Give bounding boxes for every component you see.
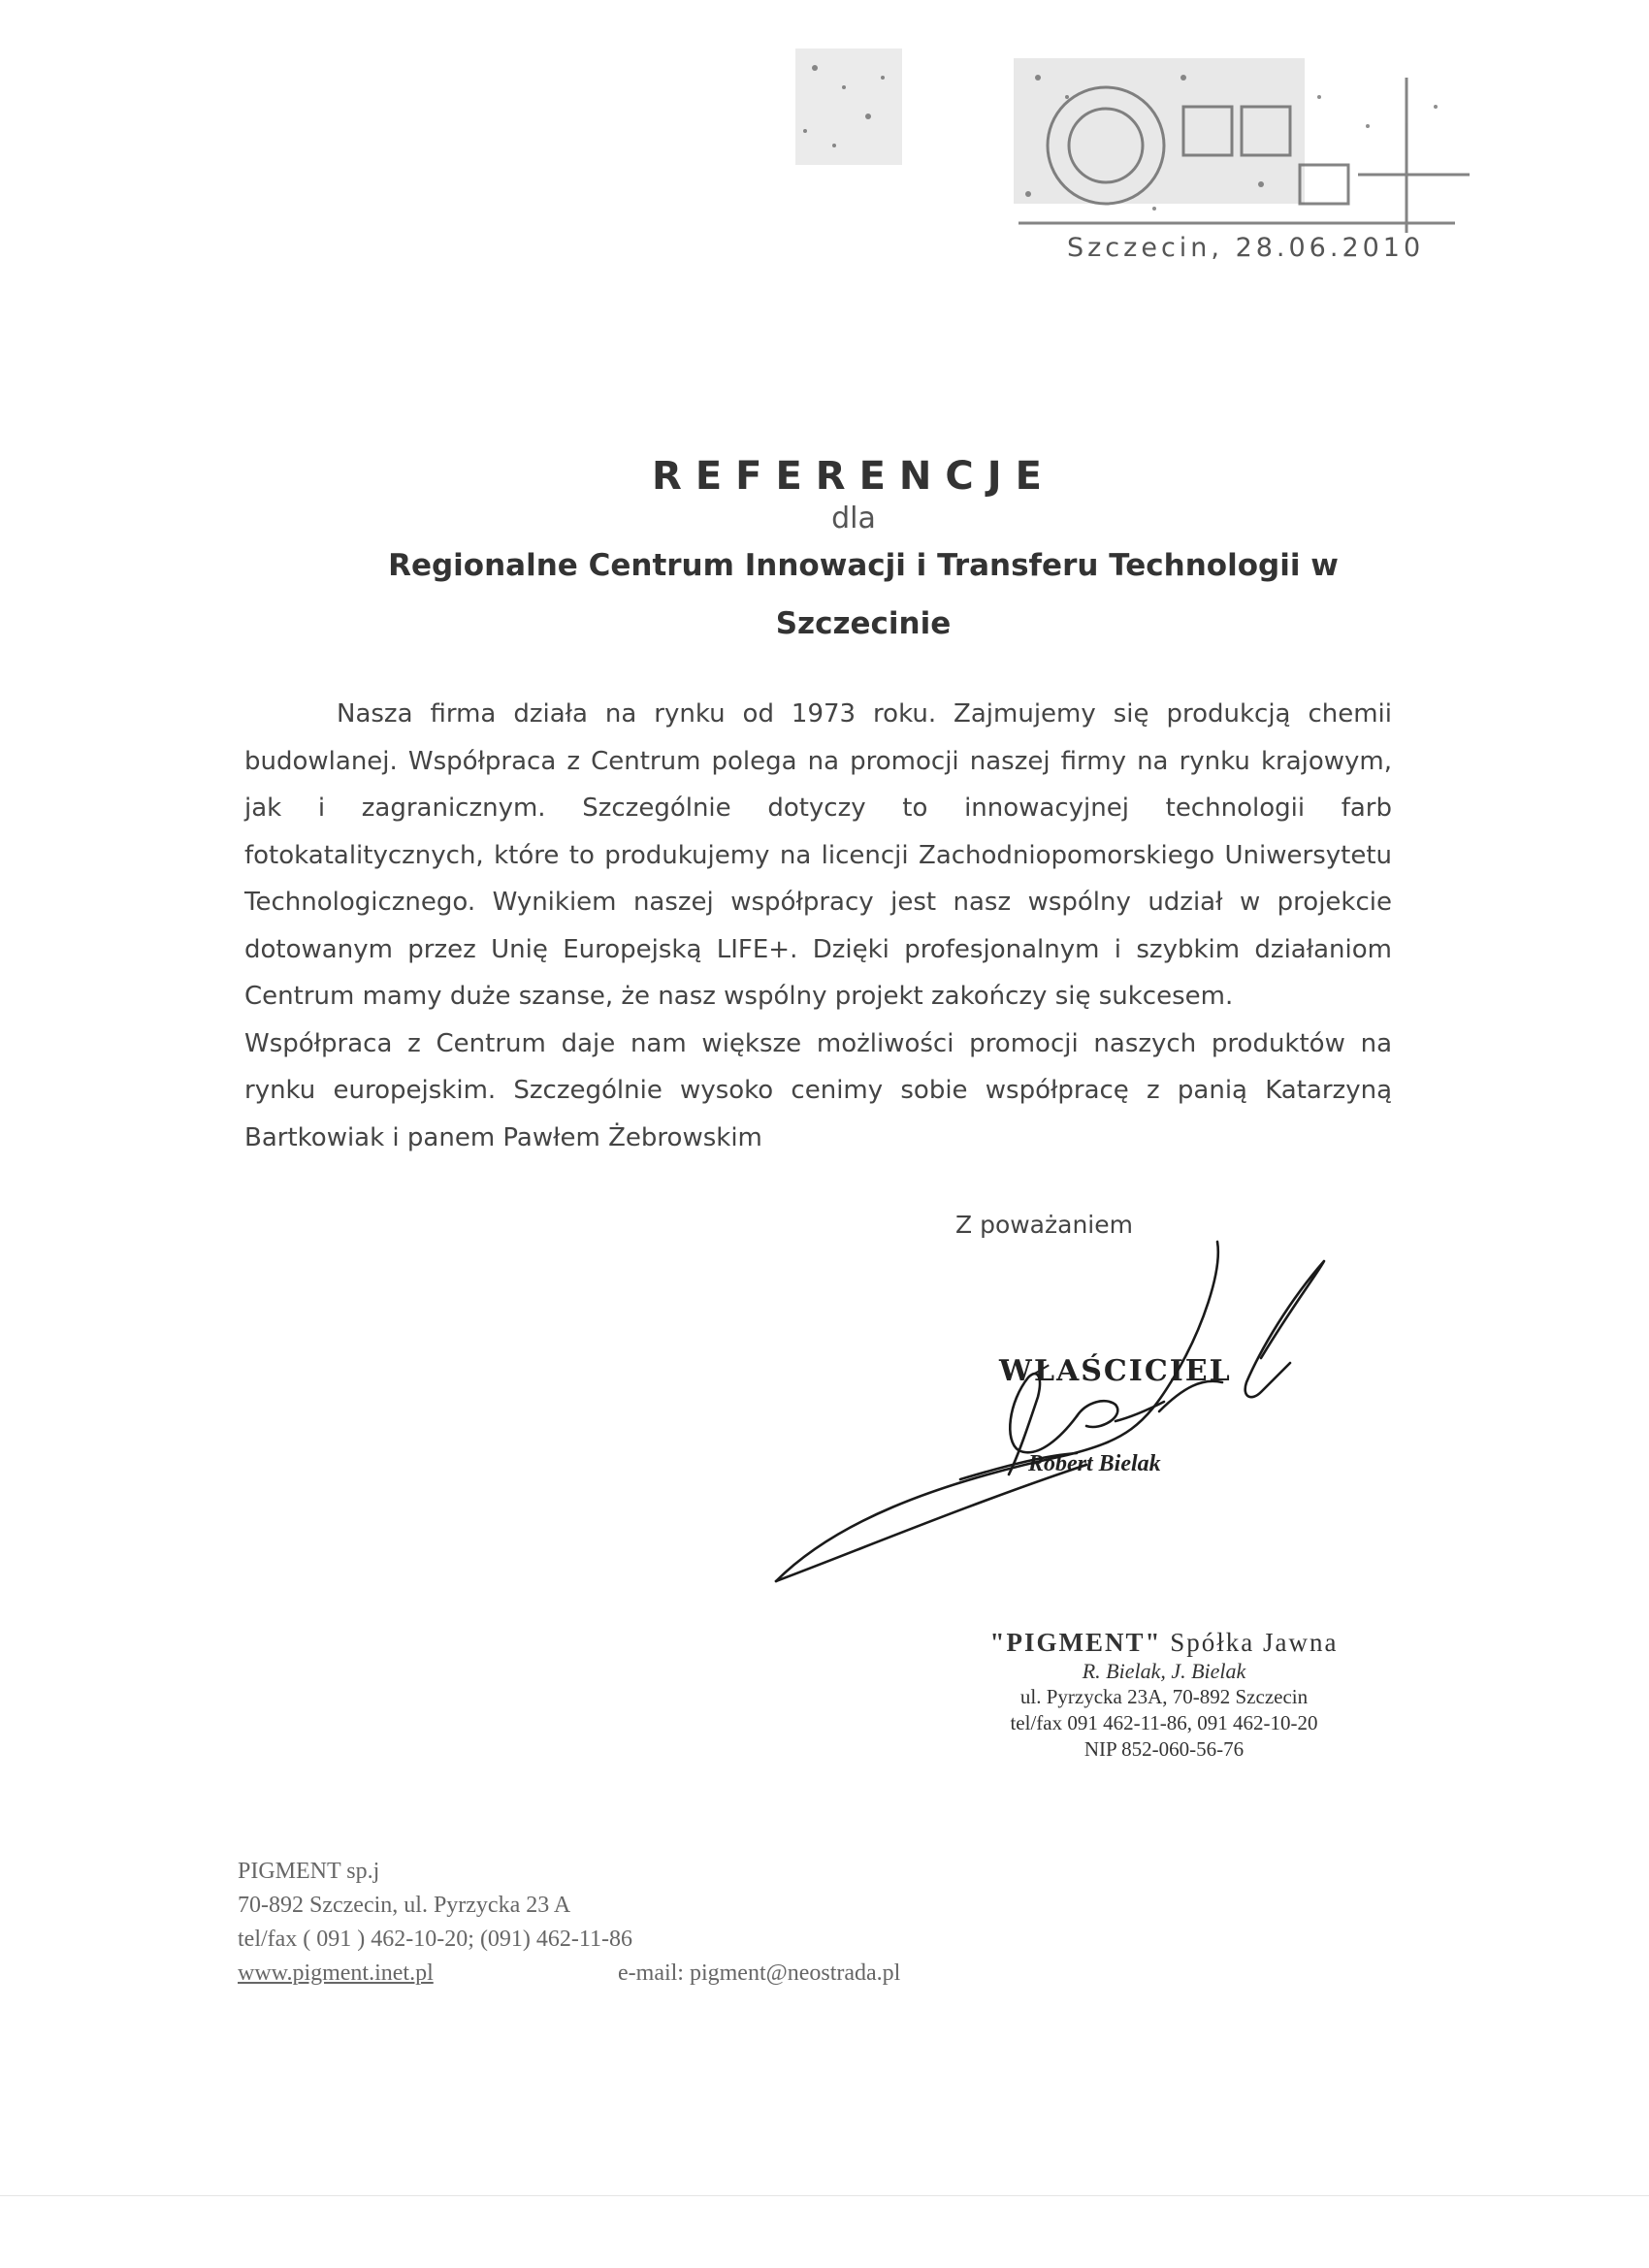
recipient-line-2: Szczecinie (775, 606, 952, 641)
body-paragraph-2: Współpraca z Centrum daje nam większe możliwości promocji naszych produktów na rynku europejskim. Szczególnie wysoko cenimy sobie współpracę z panią Katarzyną Bartkowiak i panem Pawłem Żebrowskim (244, 1028, 1392, 1152)
footer-company: PIGMENT sp.j (238, 1859, 380, 1884)
body-paragraph-1: Nasza firma działa na rynku od 1973 roku. Zajmujemy się produkcją chemii budowlanej. Współpraca z Centrum polega na promocji naszej firmy na rynku krajowym, jak i zagranicznym. Szczególnie dotyczy to innowacyjnej technologii farb fotokatalitycznych, które to produkujemy na licencji Zachodniopomorskiego Uniwersytetu Technologicznego. Wynikiem naszej współpracy jest nasz wspólny udział w projekcie dotowanym przez Unię Europejską LIFE+. Dzięki profesjonalnym i szybkim działaniom Centrum mamy duże szanse, że nasz wspólny projekt zakończy się sukcesem. (244, 699, 1392, 1011)
company-stamp-brand: "PIGMENT" (989, 1628, 1162, 1657)
handwritten-signature (718, 1232, 1339, 1591)
title-preposition: dla (831, 502, 876, 535)
document-title: REFERENCJE (652, 454, 1055, 499)
closing-salutation: Z poważaniem (955, 1211, 1133, 1239)
owner-stamp-title: WŁAŚCICIEL (999, 1354, 1232, 1388)
footer-website-link[interactable]: www.pigment.inet.pl (238, 1960, 434, 1986)
company-stamp-name (873, 1628, 1455, 1658)
company-stamp-legal-form: Spółka Jawna (1170, 1628, 1339, 1657)
company-stamp-owners: R. Bielak, J. Bielak (1082, 1659, 1246, 1683)
letterhead-logo-stamp (776, 39, 1474, 252)
recipient-line-1: Regionalne Centrum Innowacji i Transferu Technologii w (388, 548, 1339, 583)
company-stamp-nip: NIP 852-060-56-76 (1083, 1737, 1245, 1761)
footer-contact-row (238, 1957, 900, 1991)
recipient-name (291, 536, 1436, 653)
footer-phone: tel/fax ( 091 ) 462-10-20; (091) 462-11-86 (238, 1927, 633, 1952)
letterhead-footer (238, 1855, 900, 1991)
company-stamp-phone: tel/fax 091 462-11-86, 091 462-10-20 (1010, 1711, 1318, 1734)
letter-body (244, 691, 1392, 1161)
company-stamp-address: ul. Pyrzycka 23A, 70-892 Szczecin (1019, 1685, 1309, 1708)
page-bottom-divider (0, 2195, 1649, 2196)
owner-stamp-name: Robert Bielak (1028, 1451, 1161, 1476)
document-date: Szczecin, 28.06.2010 (1067, 233, 1425, 263)
footer-address: 70-892 Szczecin, ul. Pyrzycka 23 A (238, 1893, 571, 1918)
footer-email[interactable]: e-mail: pigment@neostrada.pl (618, 1960, 901, 1986)
company-stamp (873, 1628, 1455, 1763)
